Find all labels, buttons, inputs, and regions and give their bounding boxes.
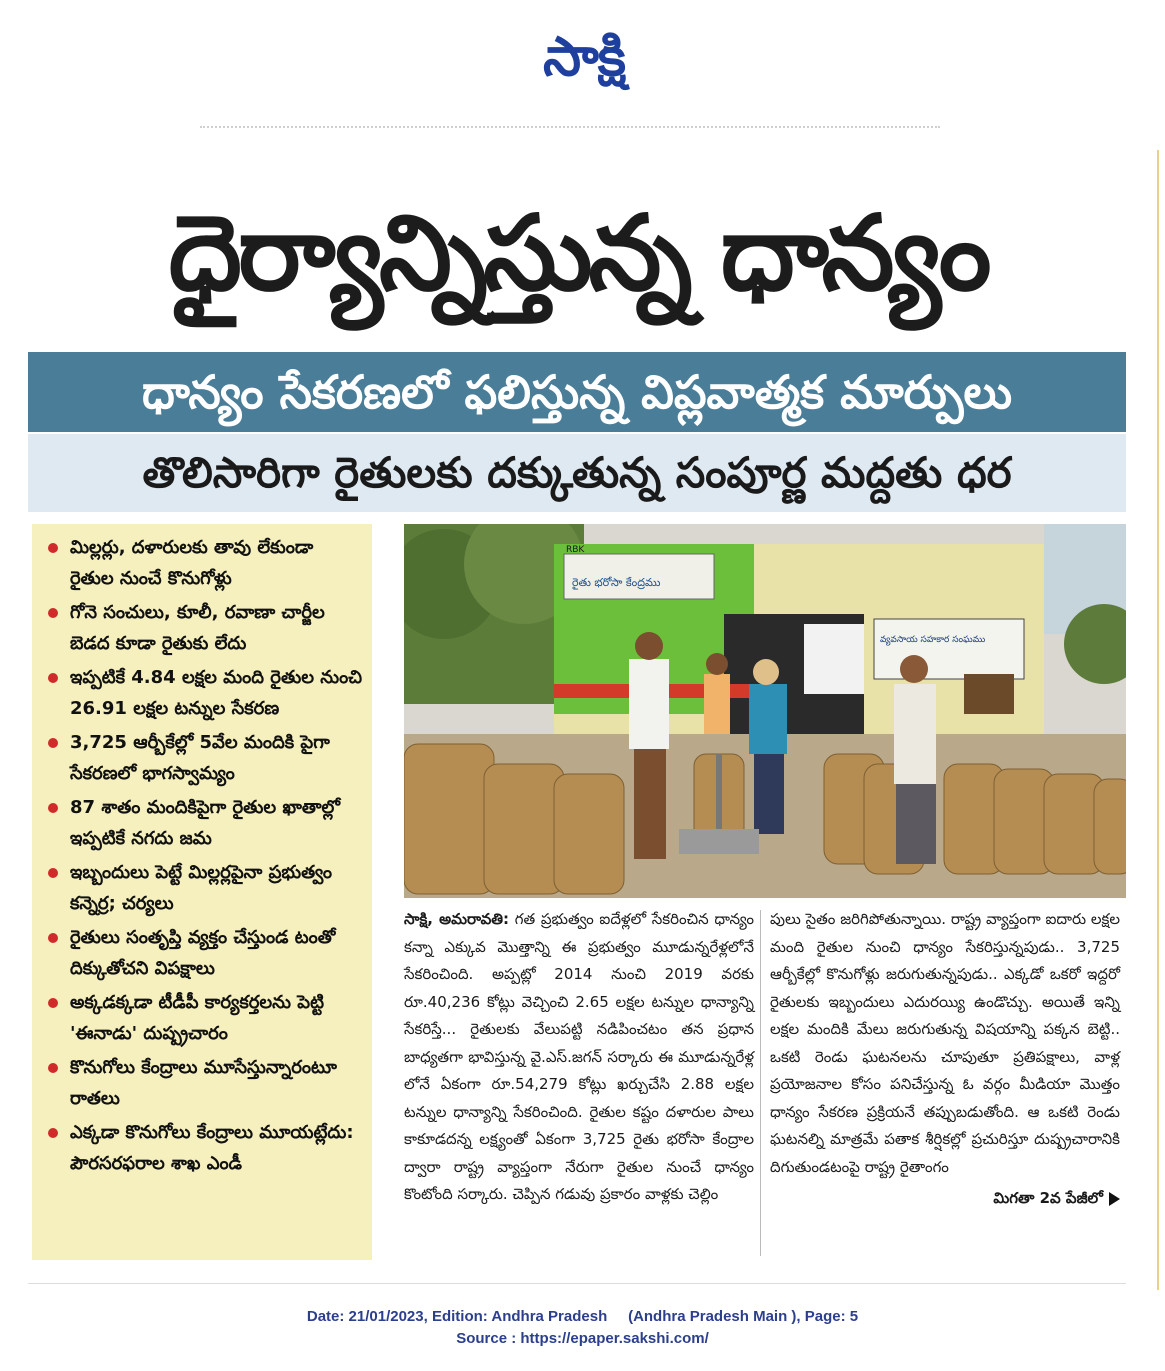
- page-edge-marker: [1157, 150, 1159, 1290]
- highlight-text: ఇబ్బందులు పెట్టే మిల్లర్లపైనా ప్రభుత్వం కన్నెర్ర; చర్యలు: [70, 862, 332, 914]
- bullet-dot-icon: [48, 998, 58, 1008]
- highlight-item: [46, 532, 362, 594]
- highlight-item: [46, 987, 362, 1049]
- highlight-item: [46, 922, 362, 984]
- highlight-text: మిల్లర్లు, దళారులకు తావు లేకుండా రైతుల నుంచే కొనుగోళ్లు: [70, 537, 314, 589]
- continued-label: మిగతా 2వ పేజీలో: [993, 1189, 1103, 1207]
- bullet-dot-icon: [48, 608, 58, 618]
- highlight-text: గోనె సంచులు, కూలీ, రవాణా చార్జీల బెడద కూడా రైతుకు లేదు: [70, 602, 325, 654]
- deck-line-2: తొలిసారిగా రైతులకు దక్కుతున్న సంపూర్ణ మద్దతు ధర: [142, 448, 1012, 497]
- bullet-dot-icon: [48, 1063, 58, 1073]
- footer-source-line: Source : https://epaper.sakshi.com/: [456, 1330, 709, 1347]
- deck-band-primary: [28, 352, 1126, 432]
- article-body: [404, 906, 1126, 1262]
- highlight-item: [46, 1117, 362, 1179]
- bullet-dot-icon: [48, 738, 58, 748]
- deck-line-1: ధాన్యం సేకరణలో ఫలిస్తున్న విప్లవాత్మక మార్పులు: [142, 365, 1012, 419]
- rbk-sign-text: రైతు భరోసా కేంద్రము: [572, 576, 661, 589]
- footer-divider: [28, 1283, 1126, 1284]
- bullet-dot-icon: [48, 673, 58, 683]
- highlight-text: 3,725 ఆర్బీకేల్లో 5వేల మందికి పైగా సేకరణలో భాగస్వామ్యం: [70, 732, 330, 784]
- source-footer: [0, 1306, 1165, 1350]
- play-arrow-icon: [1109, 1192, 1120, 1206]
- masthead-divider: [200, 126, 940, 134]
- article-column-2-text: పులు సైతం జరిగిపోతున్నాయి. రాష్ట్ర వ్యాప్తంగా ఐదారు లక్షల మంది రైతుల నుంచి ధాన్యం సేకరిస్తున్నపుడు.. 3,725 ఆర్బీకేల్లో కొనుగోళ్లు జరుగుతున్నపుడు.. ఎక్కడో ఒకరో ఇద్దరో రైతులకు ఇబ్బందులు ఎదురయ్యి ఉండొచ్చు. అయితే ఇన్ని లక్షల మందికి మేలు జరుగుతున్న విషయాన్ని పక్కన బెట్టి.. ఒకటి రెండు ఘటనలను చూపుతూ ప్రతిపక్షాలు, వాళ్ల ప్రయోజనాల కోసం పనిచేస్తున్న ఓ వర్గం మీడియా మొత్తం ధాన్యం సేకరణ ప్రక్రియనే తప్పుబడుతోంది. ఆ ఒకటి రెండు ఘటనల్ని మాత్రమే పతాక శీర్షికల్లో ప్రచురిస్తూ దుష్ప్రచారానికి దిగుతుండటంపై రాష్ట్ర రైతాంగం: [770, 910, 1120, 1176]
- highlight-text: ఎక్కడా కొనుగోలు కేంద్రాలు మూయట్లేదు: పౌరసరఫరాల శాఖ ఎండీ: [70, 1122, 354, 1174]
- highlight-text: రైతులు సంతృప్తి వ్యక్తం చేస్తుండ టంతో దిక్కుతోచని విపక్షాలు: [70, 927, 336, 979]
- footer-date-line: Date: 21/01/2023, Edition: Andhra Pradesh (Andhra Pradesh Main ), Page: 5: [306, 1308, 859, 1325]
- highlight-text: కొనుగోలు కేంద్రాలు మూసేస్తున్నారంటూ రాతలు: [70, 1057, 337, 1109]
- news-photo: [404, 524, 1126, 898]
- bullet-dot-icon: [48, 933, 58, 943]
- grain-procurement-scene: [404, 524, 1126, 898]
- highlight-item: [46, 857, 362, 919]
- page-headline: ధైర్యాన్నిస్తున్న ధాన్యం: [168, 192, 988, 314]
- highlight-item: [46, 662, 362, 724]
- article-dateline: సాక్షి, అమరావతి:: [404, 910, 510, 928]
- sakshi-logo: సాక్షి: [543, 25, 625, 88]
- highlight-item: [46, 727, 362, 789]
- highlight-text: ఇప్పటికే 4.84 లక్షల మంది రైతుల నుంచి 26.91 లక్షల టన్నుల సేకరణ: [70, 667, 362, 719]
- highlight-text: 87 శాతం మందికిపైగా రైతుల ఖాతాల్లో ఇప్పటికే నగదు జమ: [70, 797, 341, 849]
- society-sign-text: వ్యవసాయ సహకార సంఘము: [880, 635, 986, 645]
- article-column-1: [404, 906, 754, 1209]
- article-column-1-text: గత ప్రభుత్వం ఐదేళ్లలో సేకరించిన ధాన్యం కన్నా ఎక్కువ మొత్తాన్ని ఈ ప్రభుత్వం మూడున్నరేళ్లలోనే సేకరించింది. అప్పట్లో 2014 నుంచి 2019 వరకు రూ.40,236 కోట్లు వెచ్చించి 2.65 లక్షల టన్నుల ధాన్యాన్ని సేకరిస్తే... రైతులకు వేలుపట్టి నడిపించటం తన ప్రధాన బాధ్యతగా భావిస్తున్న వై.ఎస్.జగన్ సర్కారు ఈ మూడున్నరేళ్ల లోనే ఏకంగా రూ.54,279 కోట్లు ఖర్చుచేసి 2.88 లక్షల టన్నుల ధాన్యాన్ని సేకరించింది. రైతుల కష్టం దళారుల పాలు కాకూడదన్న లక్ష్యంతో ఏకంగా 3,725 రైతు భరోసా కేంద్రాల ద్వారా రాష్ట్ర వ్యాప్తంగా నేరుగా రైతుల నుంచే ధాన్యం కొంటోంది సర్కారు. చెప్పిన గడువు ప్రకారం వాళ్లకు చెల్లిం: [404, 910, 754, 1203]
- article-column-2: [770, 906, 1120, 1213]
- bullet-dot-icon: [48, 1128, 58, 1138]
- deck-band-secondary: [28, 434, 1126, 512]
- bullet-dot-icon: [48, 868, 58, 878]
- highlights-list: [32, 524, 372, 1179]
- highlight-text: అక్కడక్కడా టీడీపీ కార్యకర్తలను పెట్టి 'ఈనాడు' దుష్ప్రచారం: [70, 992, 324, 1044]
- bullet-dot-icon: [48, 803, 58, 813]
- masthead: [0, 0, 1165, 110]
- continued-on-page[interactable]: [770, 1185, 1120, 1213]
- highlights-panel: [32, 524, 372, 1260]
- column-divider: [760, 910, 761, 1256]
- highlight-item: [46, 597, 362, 659]
- bullet-dot-icon: [48, 543, 58, 553]
- highlight-item: [46, 1052, 362, 1114]
- rbk-label: RBK: [566, 545, 585, 555]
- highlight-item: [46, 792, 362, 854]
